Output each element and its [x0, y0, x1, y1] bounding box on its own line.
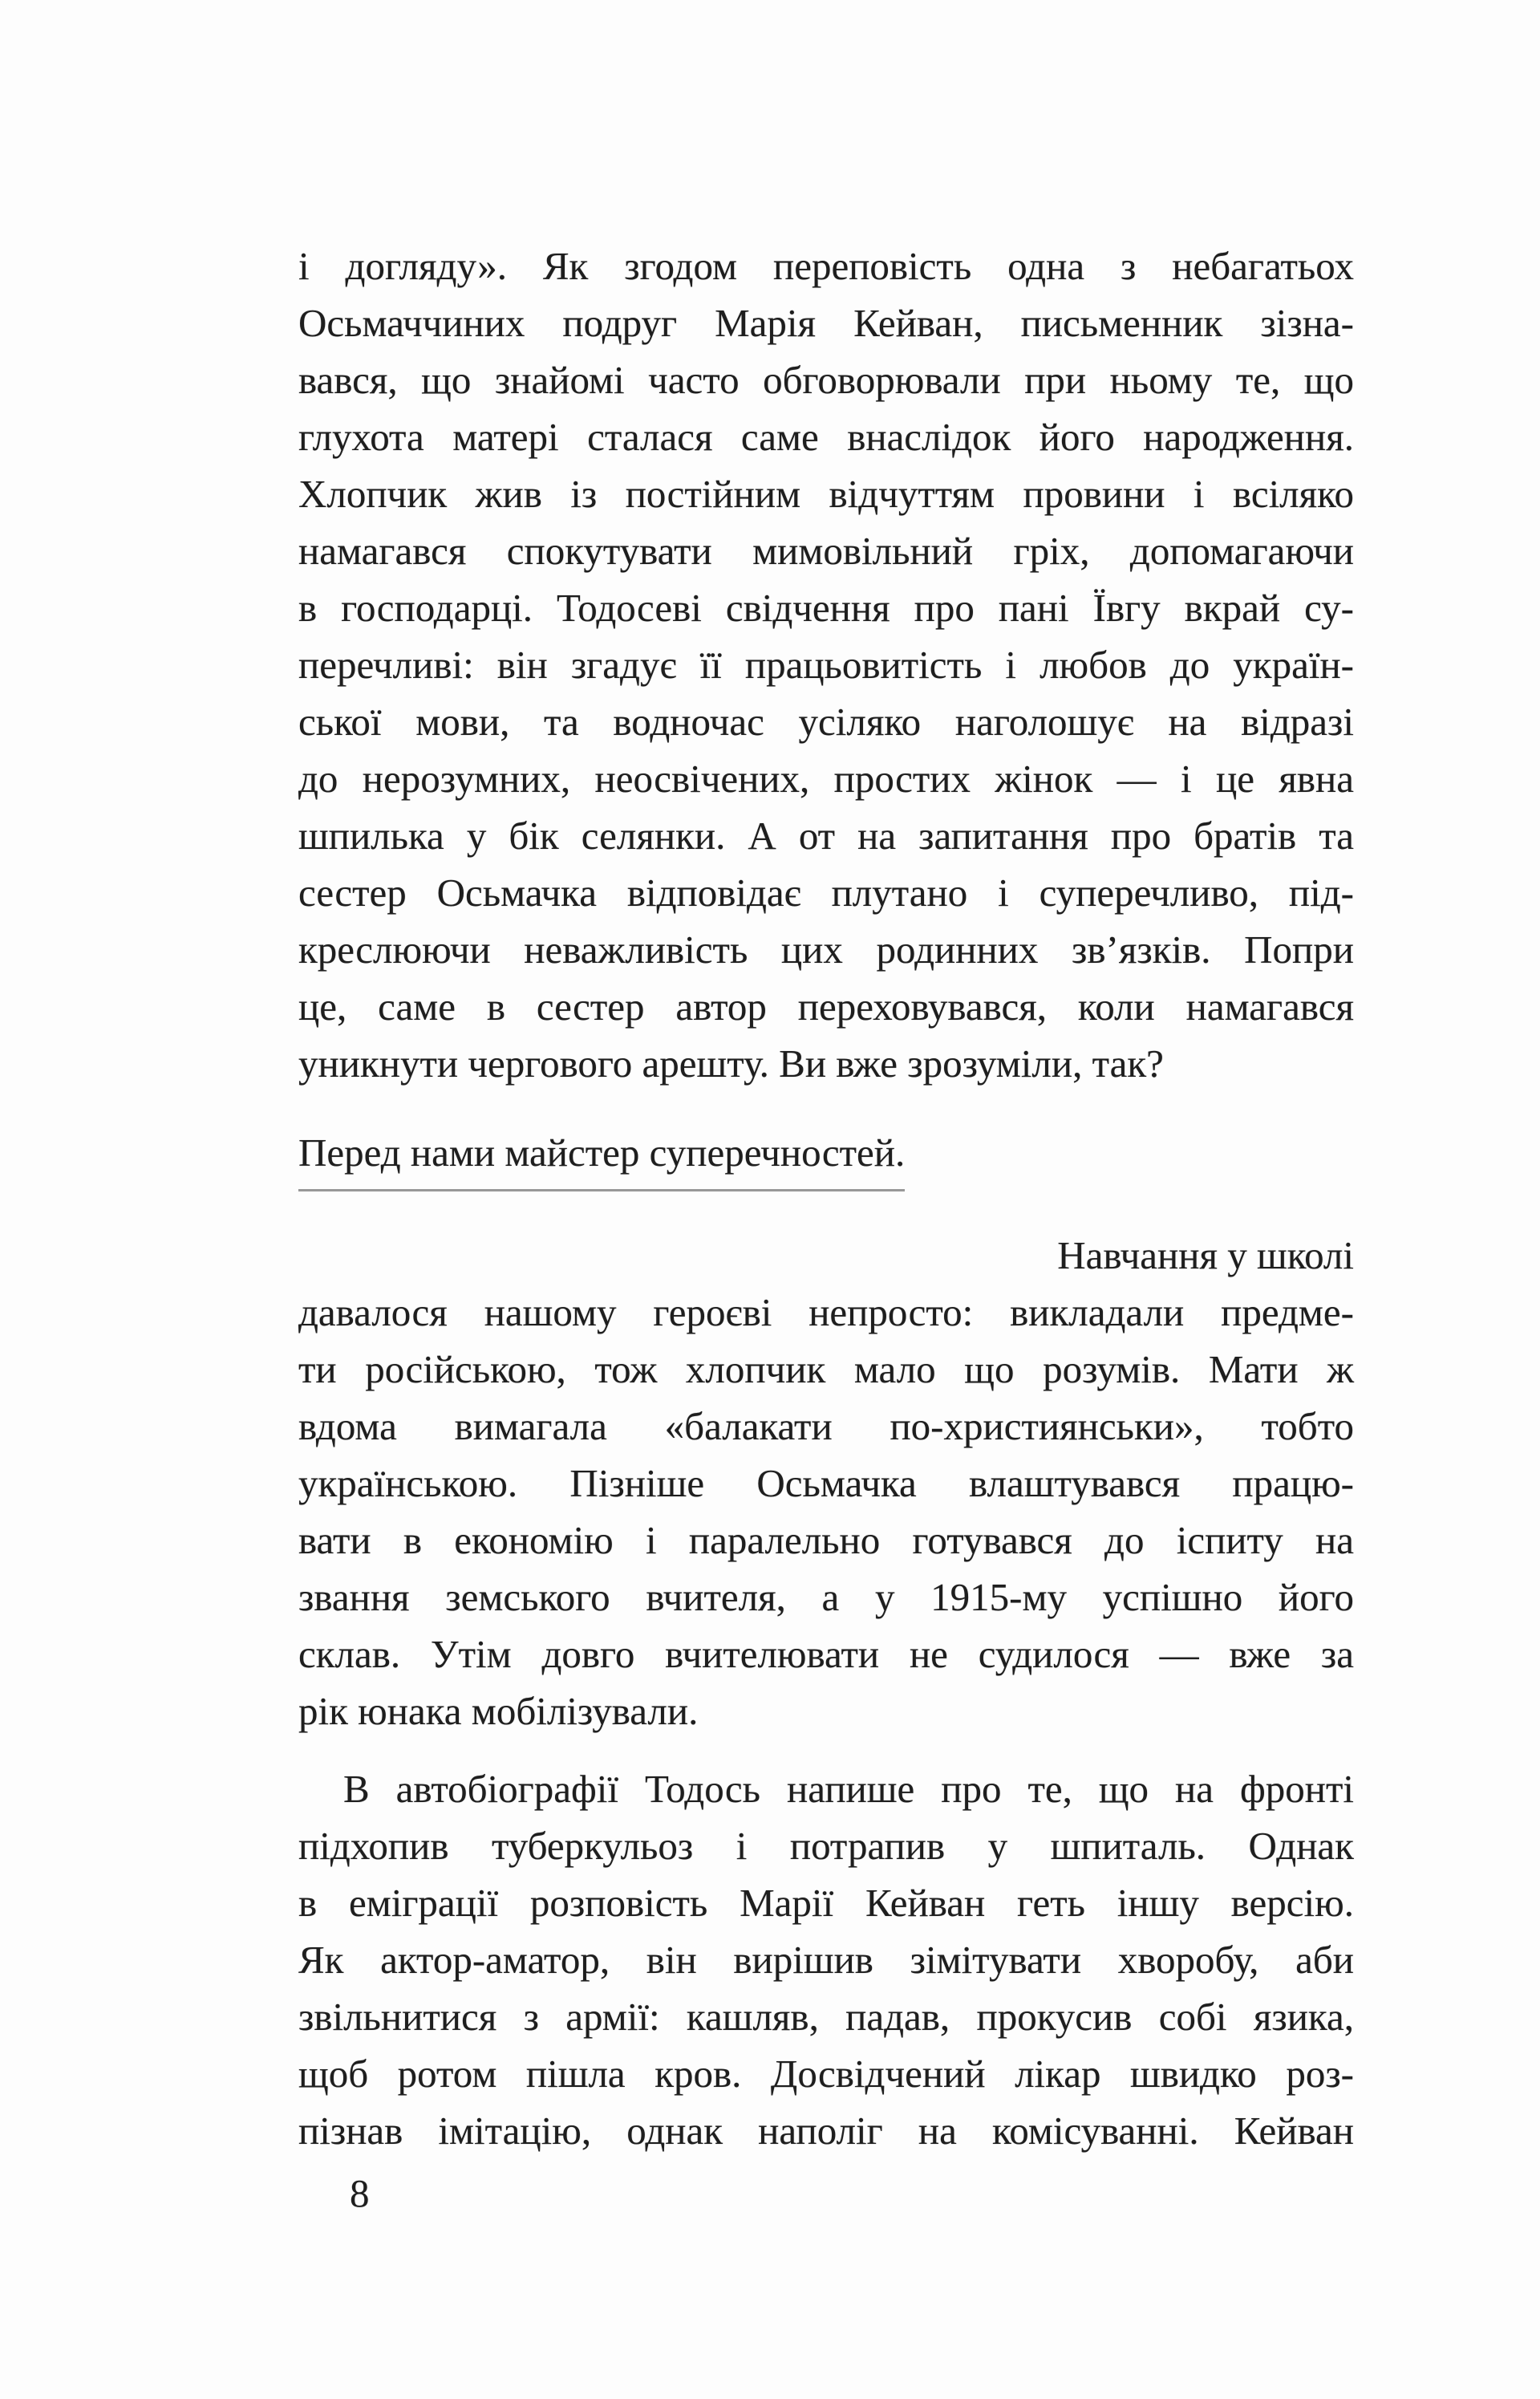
text-line: намагався спокутувати мимовільний гріх, допомагаючи	[298, 529, 1354, 573]
text-line: Навчання у школі	[1057, 1233, 1354, 1277]
text-line: в еміграції розповість Марії Кейван геть іншу версію.	[298, 1881, 1354, 1925]
text-line: вати в економію і паралельно готувався до іспиту на	[298, 1518, 1354, 1562]
text-line: склав. Утім довго вчителювати не судилося — вже за	[298, 1632, 1354, 1676]
text-line: уникнути чергового арешту. Ви вже зрозуміли, так?	[298, 1041, 1164, 1086]
text-line: вався, що знайомі часто обговорювали при ньому те, що	[298, 358, 1354, 402]
text-line: В автобіографії Тодось напише про те, що на фронті	[343, 1767, 1354, 1811]
text-line: креслюючи неважливість цих родинних зв’язків. Попри	[298, 928, 1354, 972]
text-line: сестер Осьмачка відповідає плутано і суперечливо, під-	[298, 871, 1354, 915]
page-number: 8	[350, 2171, 370, 2215]
text-line: це, саме в сестер автор переховувався, коли намагався	[298, 984, 1354, 1029]
paragraph	[298, 237, 1354, 1092]
text-line: Як актор-аматор, він вирішив зімітувати хворобу, аби	[298, 1938, 1354, 1982]
text-line: і догляду». Як згодом переповість одна з небагатьох	[298, 244, 1354, 288]
text-line: українською. Пізніше Осьмачка влаштувався працю-	[298, 1461, 1354, 1505]
text-line: давалося нашому героєві непросто: викладали предме-	[298, 1290, 1354, 1334]
text-line: Осьмаччиних подруг Марія Кейван, письменник зізна-	[298, 301, 1354, 345]
text-line: рік юнака мобілізували.	[298, 1689, 699, 1733]
text-line: в господарці. Тодосеві свідчення про пані Ївгу вкрай су-	[298, 586, 1354, 630]
text-line: щоб ротом пішла кров. Досвідчений лікар швидко роз-	[298, 2052, 1354, 2096]
text-line: шпилька у бік селянки. А от на запитання про братів та	[298, 814, 1354, 858]
text-line: звання земського вчителя, а у 1915-му успішно його	[298, 1575, 1354, 1619]
text-line: ти російською, тож хлопчик мало що розумів. Мати ж	[298, 1347, 1354, 1391]
paragraph	[298, 1760, 1354, 2159]
text-line: перечливі: він згадує її працьовитість і любов до україн-	[298, 643, 1354, 687]
section-heading	[298, 1124, 1354, 1191]
section-heading-text: Перед нами майстер суперечностей.	[298, 1124, 905, 1191]
text-line: ської мови, та водночас усіляко наголошує на відразі	[298, 700, 1354, 744]
text-line: вдома вимагала «балакати по-християнськи», тобто	[298, 1404, 1354, 1448]
text-line: до нерозумних, неосвічених, простих жінок — і це явна	[298, 757, 1354, 801]
text-line: глухота матері сталася саме внаслідок його народження.	[298, 415, 1354, 459]
text-column	[298, 237, 1354, 2159]
text-line: Хлопчик жив із постійним відчуттям провини і всіляко	[298, 472, 1354, 516]
text-line: звільнитися з армії: кашляв, падав, прокусив собі язика,	[298, 1995, 1354, 2039]
text-line: пізнав імітацію, однак наполіг на комісуванні. Кейван	[298, 2109, 1354, 2153]
text-line: підхопив туберкульоз і потрапив у шпиталь. Однак	[298, 1824, 1354, 1868]
paragraph	[298, 1227, 1354, 1739]
